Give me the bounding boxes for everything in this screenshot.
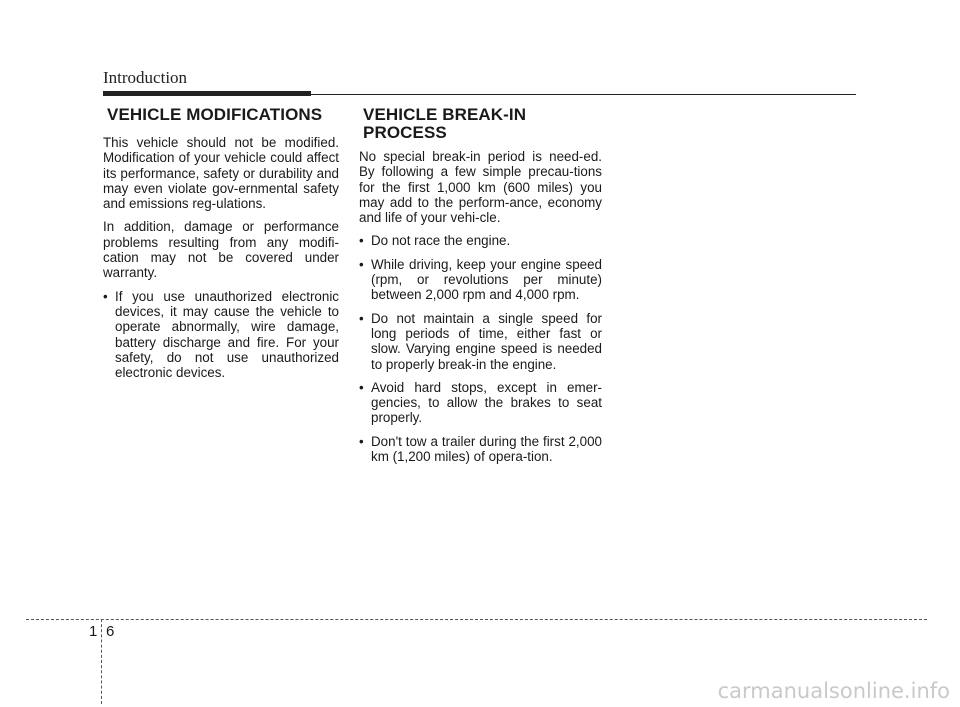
bullet-item: • Don't tow a trailer during the first 2,000 km (1,200 miles) of opera-tion.	[359, 434, 602, 465]
chapter-number: 1	[89, 623, 98, 640]
paragraph: In addition, damage or performance problems resulting from any modifi-cation may not be covered under warranty.	[103, 219, 339, 281]
page-number: 6	[106, 623, 115, 640]
footer-rule	[26, 619, 927, 620]
section-heading-vehicle-modifications: VEHICLE MODIFICATIONS	[107, 105, 323, 124]
bullet-item: • Do not maintain a single speed for long periods of time, either fast or slow. Varying engine speed is needed to properly break-in the engine.	[359, 311, 602, 372]
paragraph: This vehicle should not be modified. Modification of your vehicle could affect its performance, safety or durability and may even violate gov-ernmental safety and emissions reg-ulations.	[103, 135, 339, 212]
bullet-item: • While driving, keep your engine speed (rpm, or revolutions per minute) between 2,000 rpm and 4,000 rpm.	[359, 257, 602, 303]
bullet-item: • If you use unauthorized electronic devices, it may cause the vehicle to operate abnormally, wire damage, battery discharge and fire. For your safety, do not use unauthorized electronic devices.	[103, 289, 339, 381]
bullet-list	[103, 289, 339, 381]
right-column	[359, 106, 602, 472]
section-heading-break-in	[363, 106, 602, 142]
heading-line: PROCESS	[363, 123, 447, 142]
bullet-item: • Avoid hard stops, except in emer-gencies, to allow the brakes to seat properly.	[359, 380, 602, 426]
watermark: carmanualsonline.info	[717, 679, 950, 703]
header-rule-accent	[103, 91, 311, 96]
paragraph: No special break-in period is need-ed. By following a few simple precau-tions for the first 1,000 km (600 miles) you may add to the perform-ance, economy and life of your vehi-cle.	[359, 149, 602, 226]
bullet-list	[359, 233, 602, 464]
footer-divider	[101, 619, 102, 704]
page-header-title: Introduction	[103, 68, 188, 87]
bullet-item: • Do not race the engine.	[359, 233, 602, 248]
left-column	[103, 106, 339, 388]
heading-line: VEHICLE BREAK-IN	[363, 105, 527, 124]
